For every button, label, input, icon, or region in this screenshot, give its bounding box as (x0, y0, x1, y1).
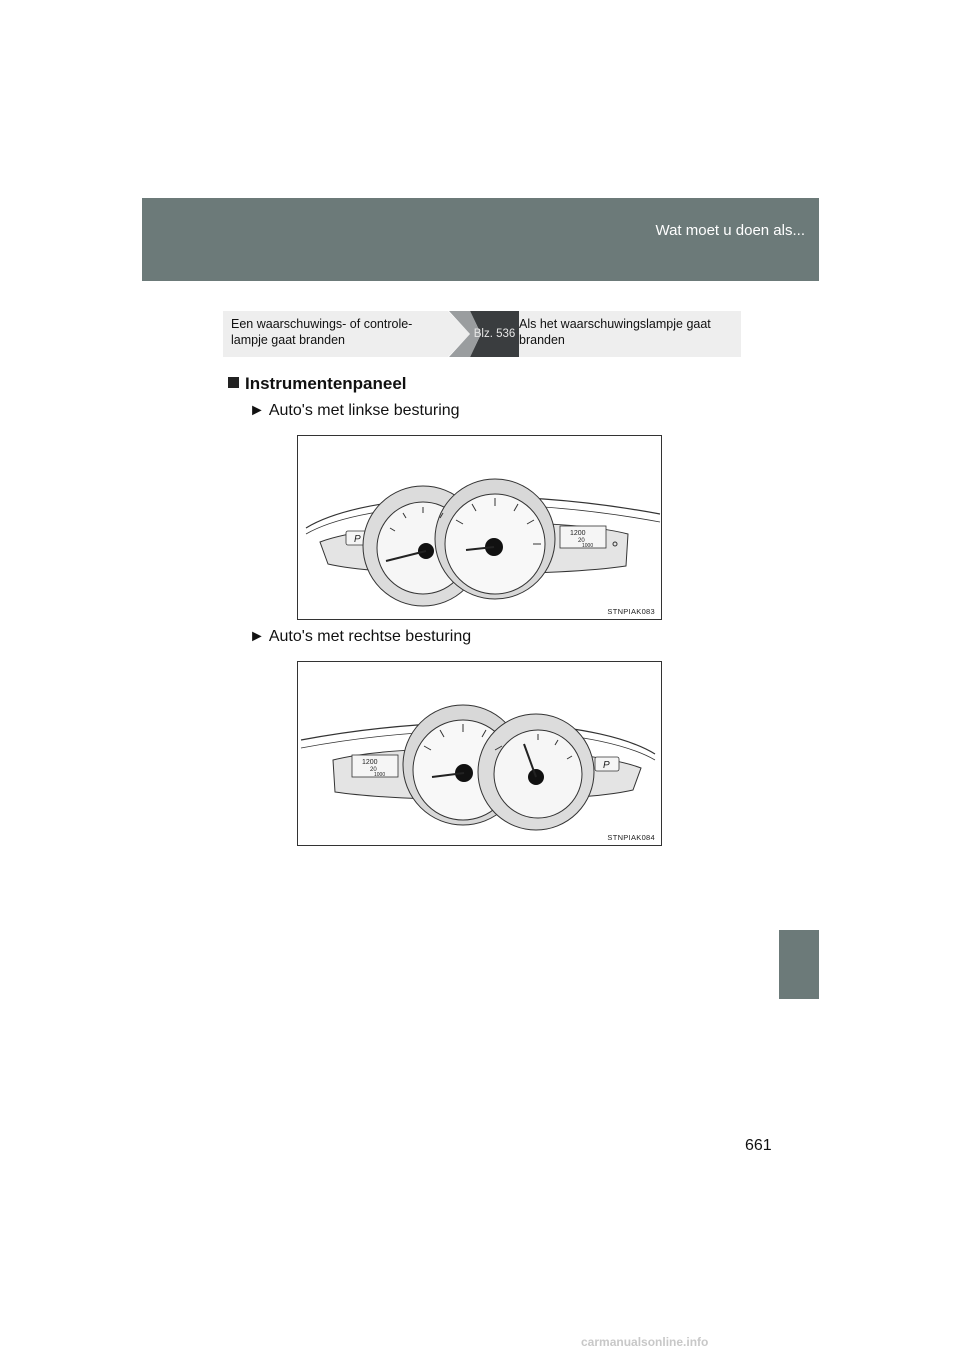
section-heading (228, 374, 407, 394)
svg-text:20: 20 (578, 538, 585, 544)
variant-label-rhd-text: Auto's met rechtse besturing (268, 628, 472, 645)
svg-text:1000: 1000 (374, 772, 386, 778)
triangle-right-icon: ► (249, 402, 265, 419)
figure-lhd (297, 435, 662, 620)
variant-label-rhd (249, 628, 471, 646)
square-bullet-icon (228, 377, 239, 388)
figure-code-lhd: STNPIAK083 (607, 607, 655, 616)
gear-label-lhd: P (354, 534, 361, 545)
section-heading-text: Instrumentenpaneel (245, 374, 407, 393)
instrument-panel-rhd-illustration (298, 662, 663, 847)
figure-rhd (297, 661, 662, 846)
variant-label-lhd (249, 402, 460, 420)
watermark: carmanualsonline.info (581, 1335, 709, 1349)
chapter-title: Wat moet u doen als... (655, 222, 805, 239)
svg-text:1000: 1000 (582, 543, 594, 549)
page-number: 661 (745, 1137, 772, 1154)
header-band (142, 198, 819, 281)
variant-label-lhd-text: Auto's met linkse besturing (268, 402, 460, 419)
svg-text:1200: 1200 (570, 530, 586, 537)
reference-left-text: Een waarschuwings- of controle- lampje gaat branden (231, 317, 413, 347)
reference-right-text: Als het waarschuwingslampje gaat branden (519, 317, 711, 347)
svg-text:1200: 1200 (362, 759, 378, 766)
reference-page-link[interactable]: Blz. 536 (473, 328, 516, 340)
chapter-side-tab (779, 930, 819, 999)
figure-code-rhd: STNPIAK084 (607, 833, 655, 842)
svg-text:20: 20 (370, 767, 377, 773)
triangle-right-icon: ► (249, 628, 265, 645)
gear-label-rhd: P (603, 760, 610, 771)
instrument-panel-lhd-illustration (298, 436, 663, 621)
reference-bar[interactable] (223, 311, 741, 357)
